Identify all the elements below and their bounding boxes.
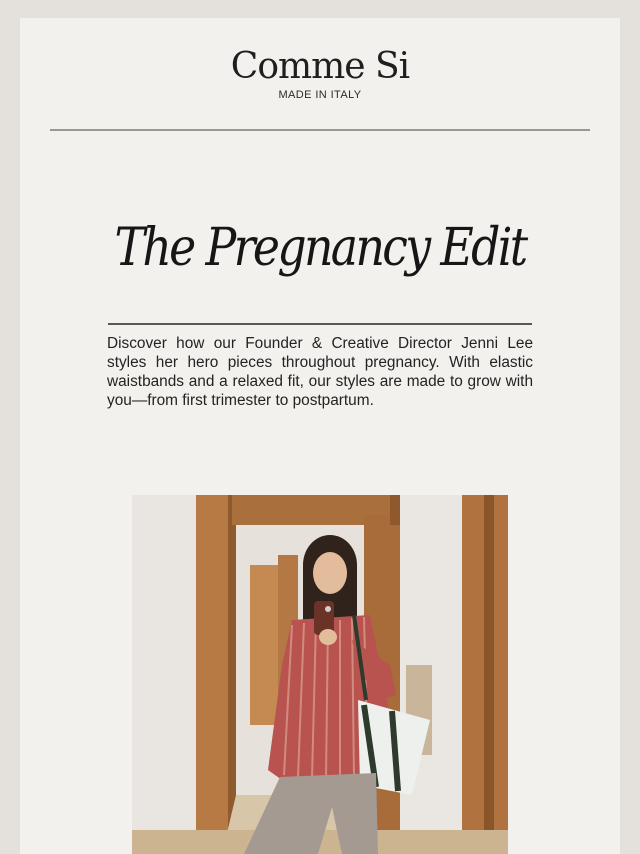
mirror-selfie-image [132,495,508,854]
page-title: The Pregnancy Edit [114,218,526,278]
email-card [20,18,620,854]
hero-photo[interactable] [132,495,508,854]
brand-tagline: MADE IN ITALY [278,89,362,101]
header-divider [50,129,590,131]
brand-logo[interactable]: Comme Si [230,46,410,87]
intro-paragraph: Discover how our Founder & Creative Director Jenni Lee styles her hero pieces throughout pregnancy. With elastic waistbands and a relaxed fit, our styles are made to grow with you—from first trimester to postpartum. [107,335,533,409]
title-divider [108,323,532,325]
